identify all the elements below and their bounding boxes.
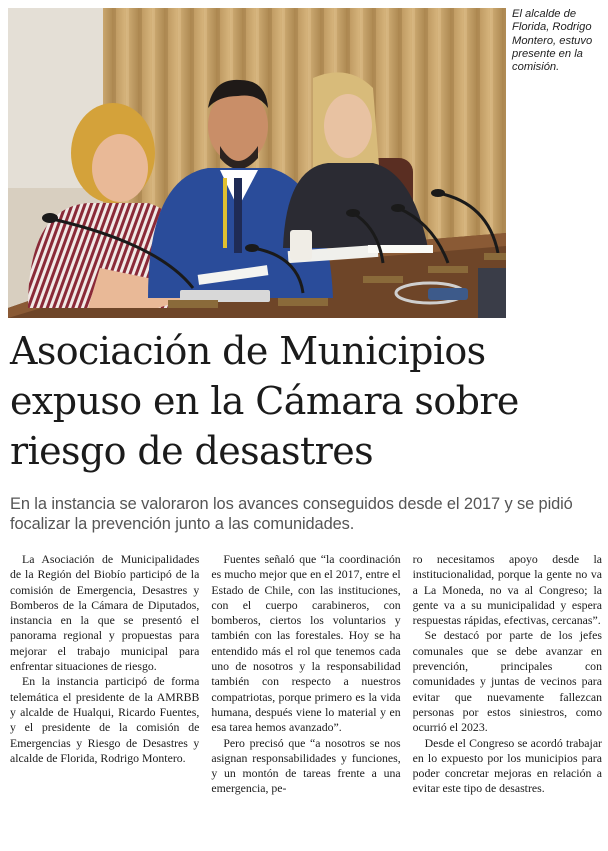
article-body bbox=[10, 552, 602, 844]
paragraph: En la instancia participó de forma telemática el presidente de la AMRBB y alcalde de Hualqui, Ricardo Fuentes, y el presidente de la comisión de Emergencias y Riesgo de Desastres y alcalde de Florida, Rodrigo Montero. bbox=[10, 674, 200, 765]
photo-caption: El alcalde de Florida, Rodrigo Montero, estuvo presente en la comisión. bbox=[512, 8, 593, 74]
commission-photo bbox=[8, 8, 506, 318]
paragraph: Se destacó por parte de los jefes comunales que se debe avanzar en prevención, principales con comunidades y juntas de vecinos para evitar que nuevamente fallezcan personas por estos siniestros, como ocurrió el 2023. bbox=[412, 628, 602, 735]
column-1 bbox=[10, 552, 199, 844]
paragraph: Desde el Congreso se acordó trabajar en lo expuesto por los municipios para poder concretar mejoras en relación a evitar este tipo de desastres. bbox=[412, 735, 602, 796]
article-photo bbox=[8, 8, 506, 318]
subheadline: En la instancia se valoraron los avances conseguidos desde el 2017 y se pidió focalizar la prevención junto a las comunidades. bbox=[10, 495, 573, 533]
paragraph-continued: ro necesitamos apoyo desde la institucionalidad, porque la gente no va a La Moneda, no va al Congreso; la gente va a su municipalidad y espera respuestas rápidas, efectivas, cercanas”. bbox=[412, 552, 602, 628]
paragraph: La Asociación de Municipalidades de la Región del Biobío participó de la comisión de Emergencia, Desastres y Bomberos de la Cámara de Diputados, instancia en la que se presentó el panorama regional y propuestas para mejorar el trabajo municipal para enfrentar situaciones de riesgo. bbox=[10, 552, 200, 674]
paragraph: Pero precisó que “a nosotros se nos asignan responsabilidades y funciones, y un montón de tareas frente a una emergencia, pe- bbox=[211, 735, 401, 796]
column-2 bbox=[211, 552, 400, 844]
paragraph: Fuentes señaló que “la coordinación es mucho mejor que en el 2017, entre el Estado de Chile, con las instituciones, con el cuerpo carabineros, con bomberos, ciertos los voluntarios y también con las forestales. Hoy se ha entendido más el rol que tenemos cada uno de nosotros y la responsabilidad también con respecto a nuestros compatriotas, porque primero es la vida humana, después viene lo material y en esa tarea hemos avanzado”. bbox=[211, 552, 401, 735]
column-3 bbox=[413, 552, 602, 844]
headline: Asociación de Municipios expuso en la Cámara sobre riesgo de desastres bbox=[10, 329, 519, 473]
